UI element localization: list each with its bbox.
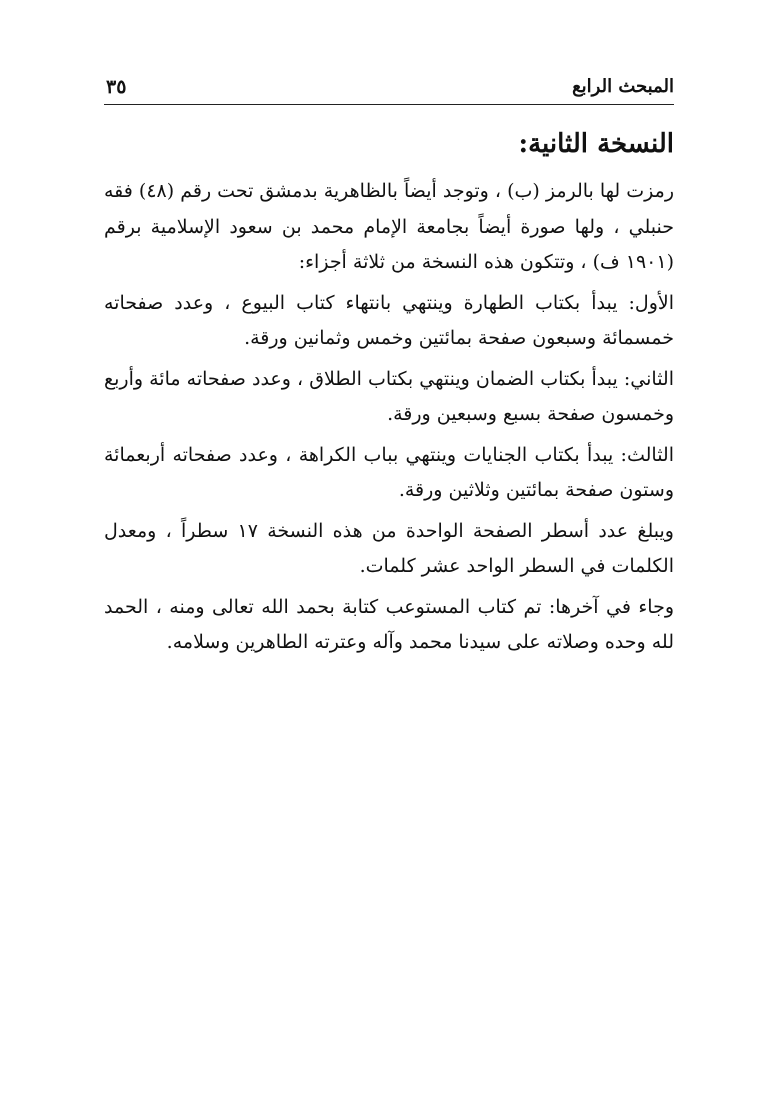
paragraph-colophon: وجاء في آخرها: تم كتاب المستوعب كتابة بحمد الله تعالى ومنه ، الحمد لله وحده وصلاته على سيدنا محمد وآله وعترته الطاهرين وسلامه. — [104, 595, 674, 653]
paragraph-volume-three: الثالث: يبدأ بكتاب الجنايات وينتهي بباب الكراهة ، وعدد صفحاته أربعمائة وستون صفحة بمائتين وثلاثين ورقة. — [104, 443, 674, 501]
page-body — [104, 120, 674, 666]
paragraph-line-count: ويبلغ عدد أسطر الصفحة الواحدة من هذه النسخة ١٧ سطراً ، ومعدل الكلمات في السطر الواحد عشر كلمات. — [104, 519, 674, 577]
paragraph-description: رمزت لها بالرمز (ب) ، وتوجد أيضاً بالظاهرية بدمشق تحت رقم (٤٨) فقه حنبلي ، ولها صورة أيضاً بجامعة الإمام محمد بن سعود الإسلامية برقم (١٩٠١ ف) ، وتتكون هذه النسخة من ثلاثة أجزاء: — [104, 180, 674, 273]
section-heading: النسخة الثانية: — [518, 129, 674, 159]
paragraph-volume-one: الأول: يبدأ بكتاب الطهارة وينتهي بانتهاء كتاب البيوع ، وعدد صفحاته خمسمائة وسبعون صفحة بمائتين وخمس وثمانين ورقة. — [104, 291, 674, 349]
paragraph-volume-two: الثاني: يبدأ بكتاب الضمان وينتهي بكتاب الطلاق ، وعدد صفحاته مائة وأربع وخمسون صفحة بسبع وسبعين ورقة. — [104, 367, 674, 425]
chapter-title: المبحث الرابع — [572, 76, 674, 97]
running-header — [104, 70, 674, 105]
page-number: ٣٥ — [106, 76, 127, 98]
